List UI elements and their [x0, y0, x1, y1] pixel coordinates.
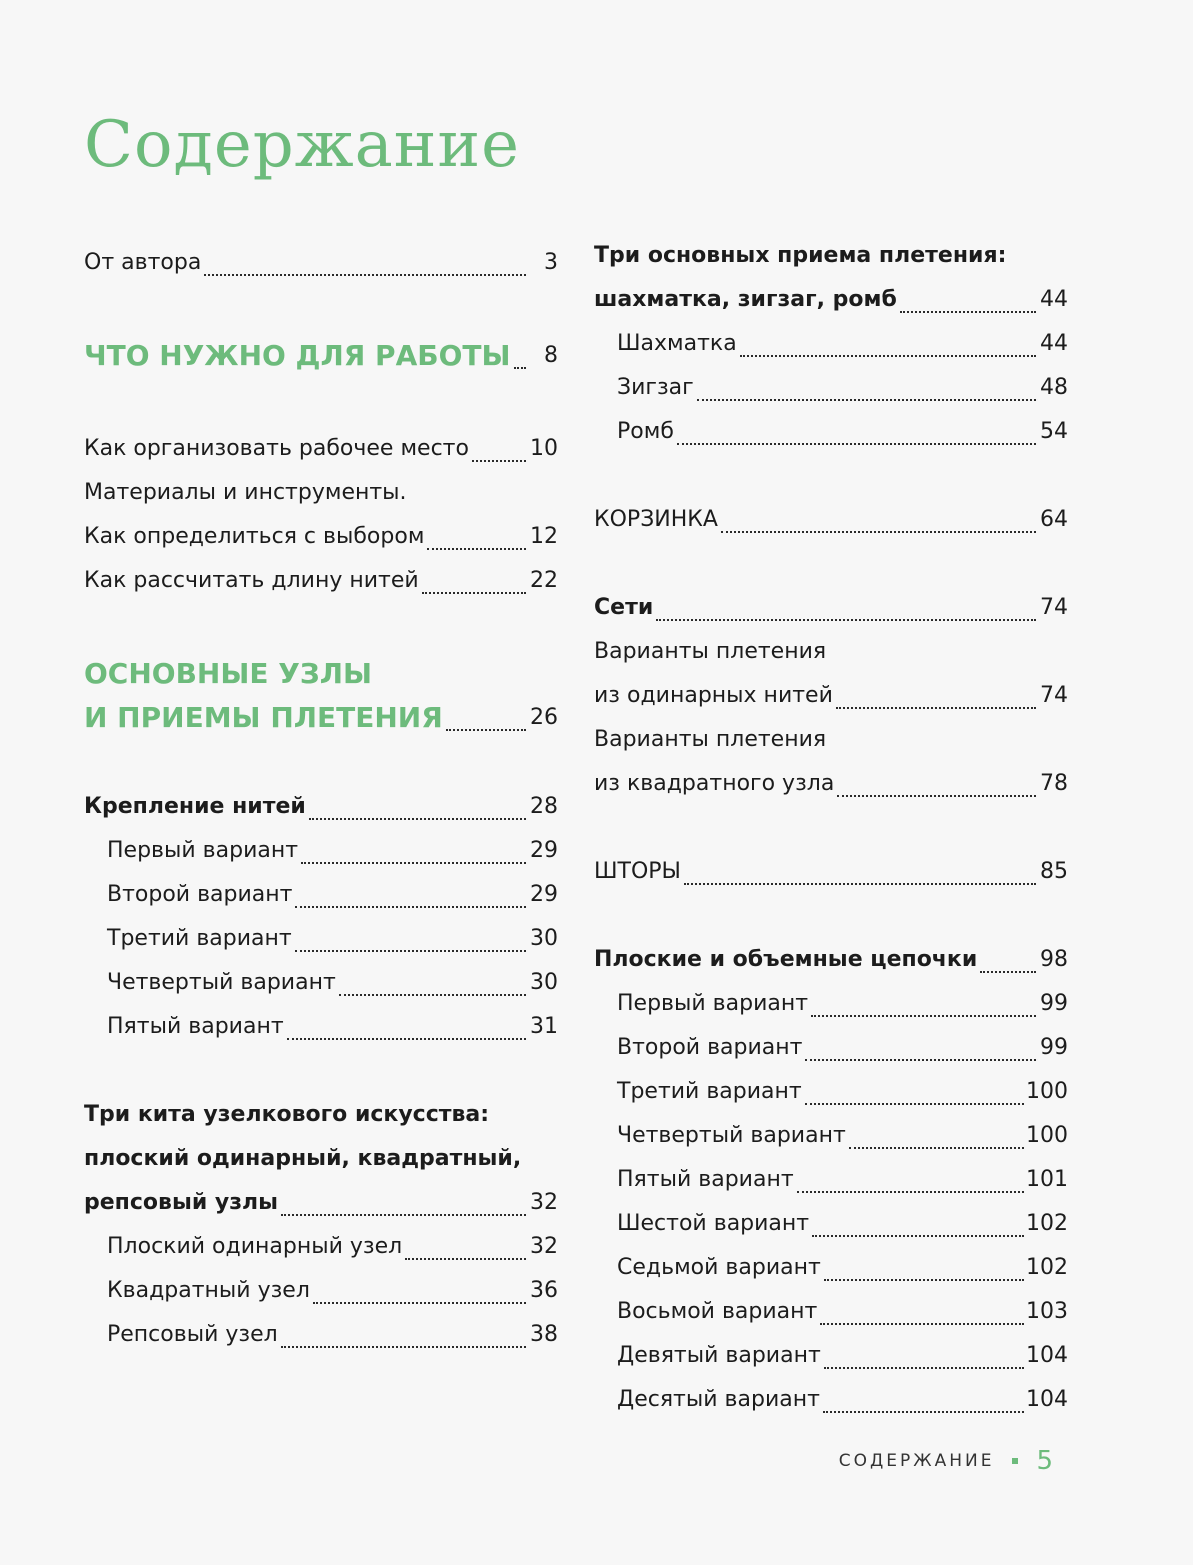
dot-leader: [446, 699, 526, 731]
dot-leader: [820, 1293, 1024, 1325]
toc-page-number: 44: [1040, 286, 1068, 312]
toc-subsection[interactable]: [84, 784, 558, 828]
dot-leader: [836, 677, 1036, 709]
toc-entry-title: Как рассчитать длину нитей: [84, 567, 419, 593]
toc-entry[interactable]: [84, 558, 558, 602]
dot-leader: [697, 369, 1036, 401]
toc-entry-title: Второй вариант: [617, 1034, 803, 1060]
toc-entry-title: Ромб: [617, 418, 674, 444]
dot-leader: [656, 589, 1036, 621]
toc-subsection-line2[interactable]: [84, 1136, 558, 1180]
dot-leader: [684, 853, 1036, 885]
toc-entry-title: Варианты плетения: [594, 726, 827, 752]
toc-page-number: 12: [530, 523, 558, 549]
toc-entry-curtains[interactable]: [594, 849, 1068, 893]
toc-page-number: 48: [1040, 374, 1068, 400]
toc-page-number: 102: [1026, 1210, 1068, 1236]
toc-entry-title: Второй вариант: [107, 881, 293, 907]
toc-page-number: 74: [1040, 594, 1068, 620]
dot-leader: [204, 244, 526, 276]
toc-page-number: 99: [1040, 990, 1068, 1016]
toc-entry-title: Пятый вариант: [107, 1013, 284, 1039]
toc-entry-title: Третий вариант: [107, 925, 292, 951]
dot-leader: [295, 876, 526, 908]
toc-page-number: 100: [1026, 1078, 1068, 1104]
toc-entry[interactable]: [594, 1377, 1068, 1421]
toc-entry-title: Седьмой вариант: [617, 1254, 821, 1280]
toc-page-number: 31: [530, 1013, 558, 1039]
dot-leader: [805, 1073, 1024, 1105]
toc-entry[interactable]: [594, 409, 1068, 453]
toc-entry[interactable]: [84, 1224, 558, 1268]
toc-page-number: 30: [530, 969, 558, 995]
toc-page-number: 99: [1040, 1034, 1068, 1060]
toc-entry-title: Материалы и инструменты.: [84, 479, 407, 505]
toc-page-number: 32: [530, 1233, 558, 1259]
dot-leader: [514, 337, 526, 369]
toc-subsection[interactable]: [594, 937, 1068, 981]
toc-entry-title: Шахматка: [617, 330, 737, 356]
toc-entry-title: Восьмой вариант: [617, 1298, 818, 1324]
toc-subsection[interactable]: [594, 585, 1068, 629]
page-footer: [839, 1446, 1053, 1476]
toc-entry-title: Плоские и объемные цепочки: [594, 946, 978, 972]
toc-subsection-line1[interactable]: [594, 233, 1068, 277]
toc-left-column: [84, 240, 558, 1356]
toc-entry-title: Четвертый вариант: [107, 969, 336, 995]
toc-page-number: 36: [530, 1277, 558, 1303]
toc-page-number: 103: [1026, 1298, 1068, 1324]
dot-leader: [472, 430, 526, 462]
toc-entry-title: Квадратный узел: [107, 1277, 310, 1303]
dot-leader: [313, 1272, 526, 1304]
toc-page-number: 44: [1040, 330, 1068, 356]
toc-entry[interactable]: [594, 673, 1068, 717]
toc-entry-title: Крепление нитей: [84, 793, 306, 819]
toc-entry-title: Шестой вариант: [617, 1210, 810, 1236]
toc-entry-title: ШТОРЫ: [594, 858, 681, 884]
toc-entry-title: Четвертый вариант: [617, 1122, 846, 1148]
section-title: ОСНОВНЫЕ УЗЛЫ: [84, 656, 372, 690]
toc-entry[interactable]: [84, 916, 558, 960]
toc-page-number: 22: [530, 567, 558, 593]
toc-page-number: 28: [530, 793, 558, 819]
toc-entry[interactable]: [594, 1025, 1068, 1069]
toc-entry-title: Три кита узелкового искусства:: [84, 1101, 490, 1127]
toc-entry[interactable]: [84, 426, 558, 470]
toc-entry-title: Девятый вариант: [617, 1342, 821, 1368]
toc-section-heading-line1[interactable]: [84, 652, 558, 694]
toc-right-column: [594, 233, 1068, 1421]
toc-page-number: 78: [1040, 770, 1068, 796]
toc-entry-title: Первый вариант: [107, 837, 299, 863]
dot-leader: [900, 281, 1036, 313]
toc-page-number: 29: [530, 837, 558, 863]
toc-entry[interactable]: [84, 1004, 558, 1048]
toc-entry[interactable]: [84, 514, 558, 558]
dot-leader: [301, 832, 526, 864]
toc-entry-title: Десятый вариант: [617, 1386, 820, 1412]
toc-entry-title: из квадратного узла: [594, 770, 835, 796]
page-number: 5: [1036, 1446, 1053, 1476]
toc-entry[interactable]: [594, 1245, 1068, 1289]
dot-leader: [797, 1161, 1024, 1193]
toc-entry-title: Третий вариант: [617, 1078, 802, 1104]
dot-leader: [824, 1249, 1024, 1281]
dot-leader: [823, 1381, 1024, 1413]
toc-entry-title: Первый вариант: [617, 990, 809, 1016]
toc-page-number: 32: [530, 1189, 558, 1215]
dot-leader: [824, 1337, 1024, 1369]
toc-entry-title: КОРЗИНКА: [594, 506, 718, 532]
toc-entry-title: Как определиться с выбором: [84, 523, 425, 549]
toc-entry-title: Пятый вариант: [617, 1166, 794, 1192]
toc-entry[interactable]: [84, 960, 558, 1004]
toc-entry[interactable]: [594, 1201, 1068, 1245]
dot-leader: [837, 765, 1036, 797]
toc-page-number: 3: [544, 249, 558, 275]
section-title: ЧТО НУЖНО ДЛЯ РАБОТЫ: [84, 338, 511, 372]
toc-page-number: 104: [1026, 1342, 1068, 1368]
toc-entry-line1[interactable]: [594, 629, 1068, 673]
toc-page-number: 54: [1040, 418, 1068, 444]
dot-leader: [980, 941, 1036, 973]
dot-leader: [405, 1228, 526, 1260]
toc-entry-title: Зигзаг: [617, 374, 694, 400]
toc-page-number: 102: [1026, 1254, 1068, 1280]
toc-page-number: 64: [1040, 506, 1068, 532]
toc-entry[interactable]: [594, 1289, 1068, 1333]
toc-page-number: 100: [1026, 1122, 1068, 1148]
toc-entry-title: из одинарных нитей: [594, 682, 833, 708]
toc-entry-line1[interactable]: [594, 717, 1068, 761]
toc-entry-title: Варианты плетения: [594, 638, 827, 664]
toc-page-number: 26: [530, 704, 558, 730]
toc-page-number: 8: [544, 342, 558, 368]
toc-subsection[interactable]: [84, 1180, 558, 1224]
dot-leader: [812, 1205, 1024, 1237]
toc-entry-title: Как организовать рабочее место: [84, 435, 469, 461]
toc-page-number: 10: [530, 435, 558, 461]
toc-entry[interactable]: [84, 828, 558, 872]
toc-page-number: 38: [530, 1321, 558, 1347]
dot-leader: [849, 1117, 1024, 1149]
toc-subsection-line1[interactable]: [84, 1092, 558, 1136]
dot-leader: [721, 501, 1036, 533]
toc-entry[interactable]: [84, 1312, 558, 1356]
dot-leader: [339, 964, 526, 996]
dot-leader: [805, 1029, 1036, 1061]
toc-entry[interactable]: [84, 470, 558, 514]
toc-entry-from-author[interactable]: [84, 240, 558, 284]
toc-entry[interactable]: [594, 1157, 1068, 1201]
dot-leader: [295, 920, 526, 952]
toc-entry-basket[interactable]: [594, 497, 1068, 541]
toc-entry[interactable]: [594, 365, 1068, 409]
toc-entry[interactable]: [84, 872, 558, 916]
toc-page-number: 29: [530, 881, 558, 907]
toc-entry-title: Три основных приема плетения:: [594, 242, 1007, 268]
toc-entry-title: Плоский одинарный узел: [107, 1233, 403, 1259]
toc-entry-title: От автора: [84, 249, 202, 275]
dot-leader: [677, 413, 1036, 445]
page-title: Содержание: [84, 108, 520, 182]
toc-entry[interactable]: [594, 981, 1068, 1025]
toc-entry-title: Сети: [594, 594, 654, 620]
toc-entry-title: Репсовый узел: [107, 1321, 278, 1347]
toc-entry[interactable]: [594, 761, 1068, 805]
toc-page-number: 74: [1040, 682, 1068, 708]
dot-leader: [287, 1008, 526, 1040]
dot-leader: [281, 1184, 526, 1216]
toc-entry[interactable]: [594, 1333, 1068, 1377]
toc-subsection[interactable]: [594, 277, 1068, 321]
bullet-square-icon: [1012, 1458, 1018, 1464]
dot-leader: [427, 518, 526, 550]
toc-page-number: 30: [530, 925, 558, 951]
toc-page-number: 98: [1040, 946, 1068, 972]
toc-entry[interactable]: [594, 1113, 1068, 1157]
dot-leader: [422, 562, 526, 594]
toc-entry-title: плоский одинарный, квадратный,: [84, 1145, 522, 1171]
section-title: И ПРИЕМЫ ПЛЕТЕНИЯ: [84, 700, 443, 734]
toc-page-number: 104: [1026, 1386, 1068, 1412]
toc-page-number: 85: [1040, 858, 1068, 884]
toc-entry[interactable]: [594, 1069, 1068, 1113]
toc-section-heading[interactable]: [84, 694, 558, 740]
dot-leader: [309, 788, 526, 820]
toc-entry-title: репсовый узлы: [84, 1189, 279, 1215]
toc-section-heading[interactable]: [84, 328, 558, 382]
toc-page-number: 101: [1026, 1166, 1068, 1192]
dot-leader: [281, 1316, 526, 1348]
toc-entry[interactable]: [84, 1268, 558, 1312]
toc-entry[interactable]: [594, 321, 1068, 365]
running-header-label: СОДЕРЖАНИЕ: [838, 1451, 995, 1471]
toc-entry-title: шахматка, зигзаг, ромб: [594, 286, 897, 312]
dot-leader: [740, 325, 1036, 357]
dot-leader: [811, 985, 1036, 1017]
